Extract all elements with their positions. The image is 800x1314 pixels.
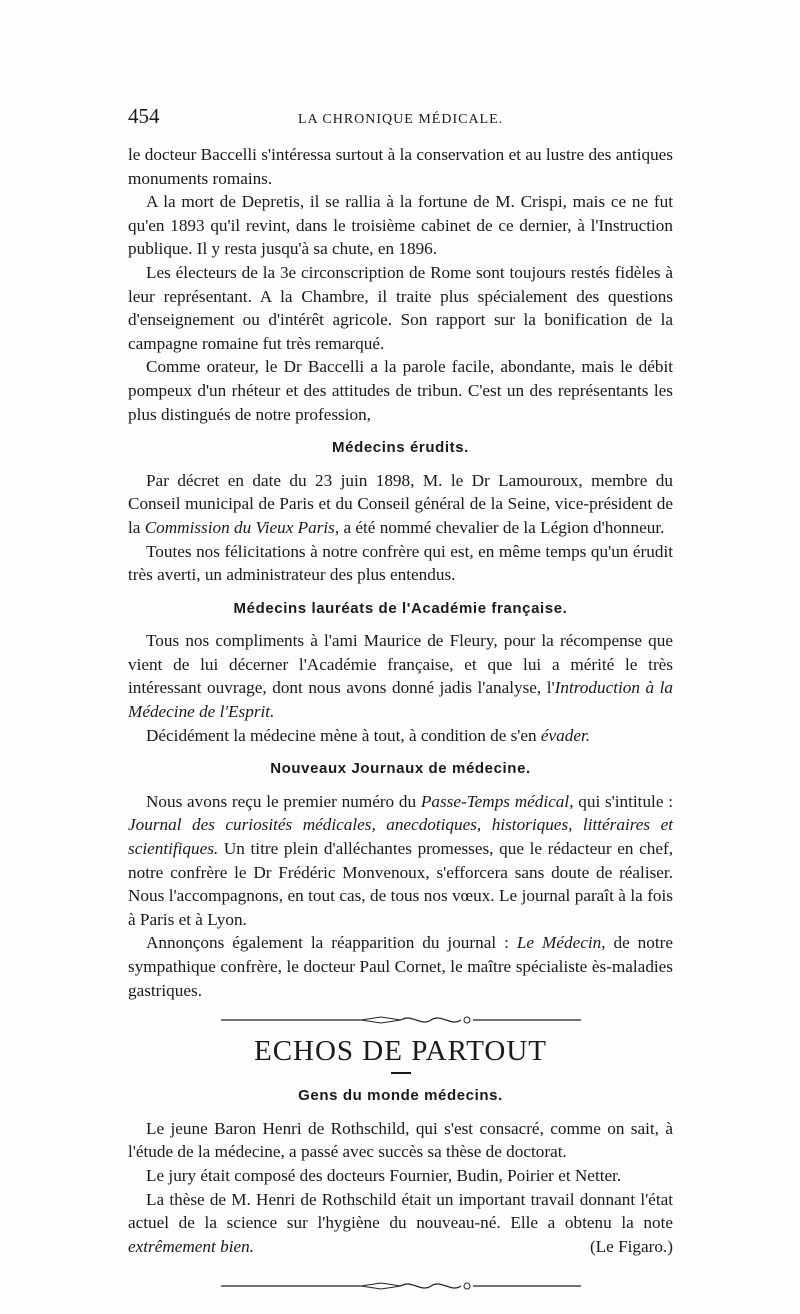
- paragraph: Les électeurs de la 3e circonscription de Rome sont toujours restés fidèles à leur représentant. A la Chambre, il traite plus spécialement des questions d'enseignement ou d'intérêt agricole. Son rapport sur la bonification de la campagne romaine fut très remarqué.: [128, 262, 673, 353]
- source-citation: (Le Figaro.): [589, 1236, 673, 1256]
- paragraph: Annonçons également la réapparition du journal : Le Médecin, de notre sympathique confrère, le docteur Paul Cornet, le maître spécialiste ès-maladies gastriques.: [128, 933, 673, 1000]
- running-head: [128, 104, 673, 134]
- section-title-echos: ECHOS DE PARTOUT: [253, 1035, 548, 1068]
- paragraph: Toutes nos félicitations à notre confrère qui est, en même temps qu'un érudit très averti, un administrateur des plus entendus.: [128, 541, 673, 585]
- paragraph: A la mort de Depretis, il se rallia à la fortune de M. Crispi, mais ce ne fut qu'en 1893 qu'il revint, dans le troisième cabinet de ce dernier, à l'Instruction publique. Il y resta jusqu'à sa chute, en 1896.: [128, 192, 673, 259]
- journal-title: LA CHRONIQUE MÉDICALE.: [298, 112, 504, 127]
- section-heading-gens-du-monde: Gens du monde médecins.: [298, 1087, 503, 1105]
- ornamental-divider-icon: [128, 1276, 673, 1290]
- paragraph: Le jeune Baron Henri de Rothschild, qui s'est consacré, comme on sait, à l'étude de la médecine, a passé avec succès sa thèse de doctorat.: [128, 1118, 673, 1162]
- section-heading-nouveaux-journaux: Nouveaux Journaux de médecine.: [270, 760, 531, 778]
- paragraph: Comme orateur, le Dr Baccelli a la parole facile, abondante, mais le débit pompeux d'un rhéteur et des attitudes de tribun. C'est un des représentants les plus distingués de notre profession,: [128, 357, 673, 424]
- paragraph: le docteur Baccelli s'intéressa surtout à la conservation et au lustre des antiques monuments romains.: [128, 145, 673, 188]
- paragraph: Le jury était composé des docteurs Fournier, Budin, Poirier et Netter.: [146, 1165, 622, 1185]
- section-heading-medecins-erudits: Médecins érudits.: [332, 439, 469, 457]
- paragraph: Par décret en date du 23 juin 1898, M. le Dr Lamouroux, membre du Conseil municipal de Paris et du Conseil général de la Seine, vice-président de la Commission du Vieux Paris, a été nommé chevalier de la Légion d'honneur.: [128, 470, 673, 537]
- paragraph: Décidément la médecine mène à tout, à condition de s'en évader.: [146, 725, 591, 745]
- page-number: 454: [128, 104, 160, 128]
- title-rule: [391, 1072, 411, 1074]
- paragraph: Nous avons reçu le premier numéro du Passe-Temps médical, qui s'intitule : Journal des curiosités médicales, anecdotiques, historiques, littéraires et scientifiques. Un titre plein d'alléchantes promesses, que le rédacteur en chef, notre confrère le Dr Frédéric Monvenoux, s'efforcera sans doute de réaliser. Nous l'accompagnons, en tout cas, de tous nos vœux. Le journal paraît à la fois à Paris et à Lyon.: [128, 791, 674, 929]
- paragraph: La thèse de M. Henri de Rothschild était un important travail donnant l'état actuel de la science sur l'hygiène du nouveau-né. Elle a obtenu la note extrêmement bien. (Le Figaro.): [128, 1188, 673, 1259]
- section-heading-medecins-laureats: Médecins lauréats de l'Académie française.: [233, 599, 568, 617]
- ornamental-divider-icon: [128, 1010, 673, 1024]
- article-column: [128, 143, 673, 1300]
- paragraph: Tous nos compliments à l'ami Maurice de Fleury, pour la récompense que vient de lui décerner l'Académie française, et que lui a mérité le très intéressant ouvrage, dont nous avons donné jadis l'analyse, l'Introduction à la Médecine de l'Esprit.: [128, 631, 673, 722]
